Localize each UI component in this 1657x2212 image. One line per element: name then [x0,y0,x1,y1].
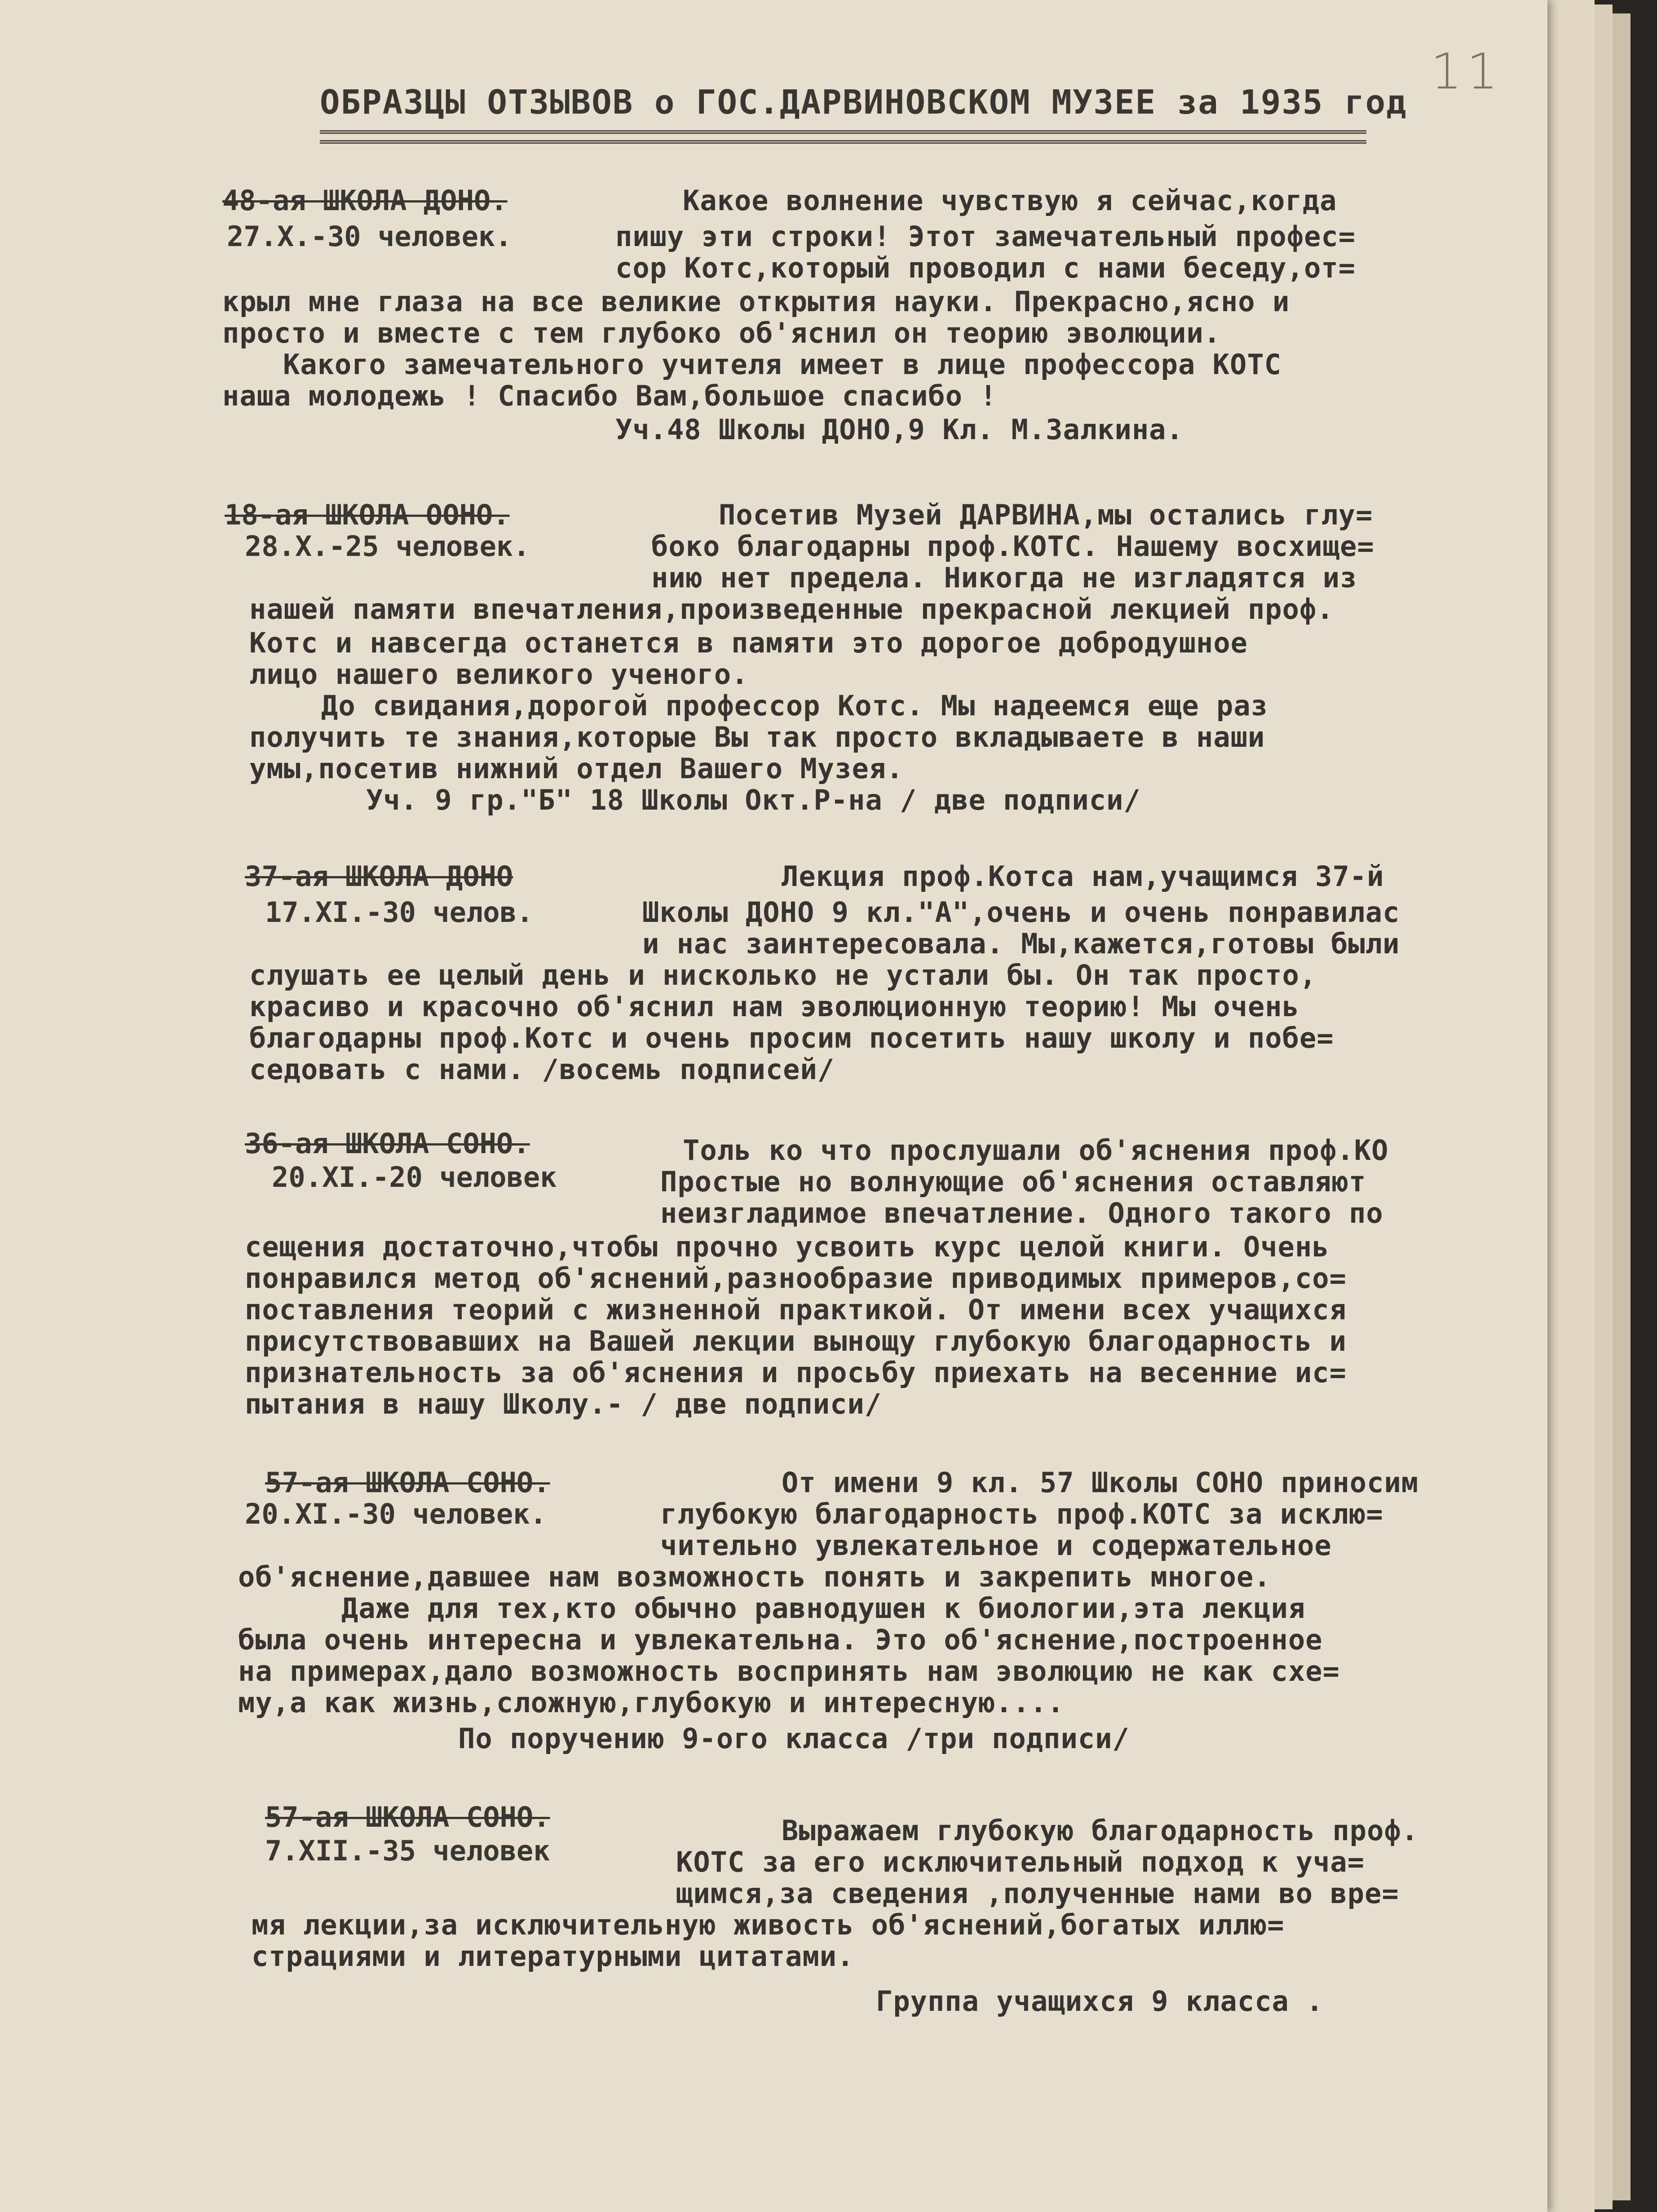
review-line: Толь ко что прослушали об'яснения проф.КО [683,1134,1389,1167]
review-line: пытания в нашу Школу.- / две подписи/ [245,1388,882,1420]
review-line: глубокую благодарность проф.КОТС за исклю= [660,1498,1383,1530]
review-line: была очень интересна и увлекательна. Это об'яснение,построенное [238,1623,1323,1656]
review-line: пишу эти строки! Этот замечательный профес= [615,220,1356,253]
review-line: Посетив Музей ДАРВИНА,мы остались глу= [719,498,1373,531]
review-line: мя лекции,за исключительную живость об'яснений,богатых иллю= [252,1908,1285,1941]
review-meta: 7.XII.-35 человек [265,1834,550,1867]
page-number: 11 [1431,43,1502,100]
review-line: просто и вместе с тем глубоко об'яснил он теорию эволюции. [222,317,1221,349]
review-line: наша молодежь ! Спасибо Вам,большое спасибо ! [222,379,997,412]
review-line: крыл мне глаза на все великие открытия науки. Прекрасно,ясно и [222,285,1290,318]
review-meta: 17.XI.-30 челов. [265,896,534,929]
review-school: 18-ая ШКОЛА ООНО. [225,498,510,531]
document-title: ОБРАЗЦЫ ОТЗЫВОВ о ГОС.ДАРВИНОВСКОМ МУЗЕЕ за 1935 год [320,83,1407,122]
review-line: благодарны проф.Котс и очень просим посетить нашу школу и побе= [249,1022,1334,1054]
review-line: По поручению 9-ого класса /три подписи/ [458,1722,1130,1755]
review-line: Лекция проф.Котса нам,учащимся 37-й [782,860,1384,893]
review-meta: 20.XI.-30 человек. [245,1498,547,1530]
review-line: присутствовавших на Вашей лекции вынощу глубокую благодарность и [245,1325,1347,1357]
review-line: чительно увлекательное и содержательное [660,1529,1332,1562]
review-line: об'яснение,давшее нам возможность понять и закрепить многое. [238,1560,1271,1593]
review-line: Какого замечательного учителя имеет в лице профессора КОТС [283,348,1281,381]
review-line: От имени 9 кл. 57 Школы СОНО приносим [782,1466,1419,1499]
review-meta: 28.X.-25 человек. [245,530,530,563]
review-line: признательность за об'яснения и просьбу приехать на весенние ис= [245,1356,1347,1389]
review-school: 37-ая ШКОЛА ДОНО [245,860,513,893]
review-line: страциями и литературными цитатами. [252,1940,854,1973]
review-line: боко благодарны проф.КОТС. Нашему восхище= [651,530,1374,563]
review-line: Группа учащихся 9 класса . [876,1985,1324,2018]
review-line: неизгладимое впечатление. Одного такого по [660,1197,1383,1229]
review-line: слушать ее целый день и нисколько не устали бы. Он так просто, [249,959,1317,991]
review-line: и нас заинтересовала. Мы,кажется,готовы были [642,927,1400,960]
review-line: КОТС за его исключительный подход к уча= [676,1846,1365,1878]
review-line: понравился метод об'яснений,разнообразие приводимых примеров,со= [245,1262,1347,1295]
title-underline [320,130,1366,144]
review-school: 48-ая ШКОЛА ДОНО. [222,184,508,217]
review-line: До свидания,дорогой профессор Котс. Мы надеемся еще раз [321,689,1268,722]
review-line: Даже для тех,кто обычно равнодушен к биологии,эта лекция [341,1592,1306,1625]
review-line: щимся,за сведения ,полученные нами во вре= [676,1877,1399,1910]
review-line: на примерах,дало возможность воспринять нам эволюцию не как схе= [238,1655,1340,1688]
review-line: лицо нашего великого ученого. [249,658,749,691]
review-line: красиво и красочно об'яснил нам эволюционную теорию! Мы очень [249,990,1299,1023]
review-line: Уч.48 Школы ДОНО,9 Кл. М.Залкина. [615,413,1184,446]
review-school: 57-ая ШКОЛА СОНО. [265,1466,550,1499]
review-line: нию нет предела. Никогда не изгладятся из [651,561,1357,594]
review-meta: 20.XI.-20 человек [272,1161,557,1194]
review-line: Простые но волнующие об'яснения оставляют [660,1165,1366,1198]
review-line: Школы ДОНО 9 кл."А",очень и очень понравилас [642,896,1400,929]
review-line: Котс и навсегда останется в памяти это дорогое добродушное [249,626,1248,659]
review-school: 36-ая ШКОЛА СОНО. [245,1127,530,1160]
review-school: 57-ая ШКОЛА СОНО. [265,1801,550,1833]
review-line: умы,посетив нижний отдел Вашего Музея. [249,752,904,785]
review-line: получить те знания,которые Вы так просто вкладываете в наши [249,721,1265,753]
review-line: седовать с нами. /восемь подписей/ [249,1053,835,1086]
review-meta: 27.X.-30 человек. [227,220,512,253]
review-line: сор Котс,который проводил с нами беседу,от= [615,251,1356,284]
review-line: нашей памяти впечатления,произведенные прекрасной лекцией проф. [249,593,1334,626]
review-line: Выражаем глубокую благодарность проф. [782,1814,1419,1847]
review-line: Уч. 9 гр."Б" 18 Школы Окт.Р-на / две подписи/ [366,784,1141,816]
review-line: Какое волнение чувствую я сейчас,когда [683,184,1337,217]
review-line: му,а как жизнь,сложную,глубокую и интересную.... [238,1686,1065,1719]
review-line: сещения достаточно,чтобы прочно усвоить курс целой книги. Очень [245,1230,1330,1263]
review-line: поставления теорий с жизненной практикой. От имени всех учащихся [245,1293,1347,1326]
